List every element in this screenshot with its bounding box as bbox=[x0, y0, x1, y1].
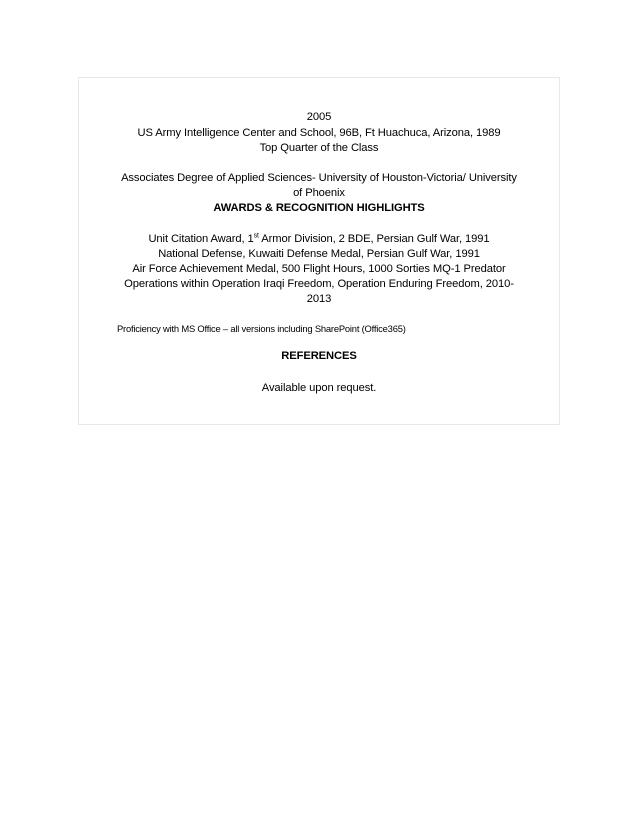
degree-line-1: Associates Degree of Applied Sciences- University of Houston-Victoria/ University bbox=[121, 172, 517, 184]
awards-heading: AWARDS & RECOGNITION HIGHLIGHTS bbox=[213, 202, 425, 214]
education-school: US Army Intelligence Center and School, 96B, Ft Huachuca, Arizona, 1989 bbox=[137, 127, 501, 139]
education-year: 2005 bbox=[306, 111, 332, 123]
proficiency-text: Proficiency with MS Office – all versions including SharePoint (Office365) bbox=[117, 323, 406, 334]
education-rank: Top Quarter of the Class bbox=[259, 142, 379, 154]
award-air-force-line-1: Air Force Achievement Medal, 500 Flight Hours, 1000 Sorties MQ-1 Predator bbox=[132, 263, 506, 275]
award-unit-citation-sup: st bbox=[253, 232, 259, 240]
degree-line-2: of Phoenix bbox=[293, 187, 345, 199]
award-unit-citation-post: Armor Division, 2 BDE, Persian Gulf War, 1991 bbox=[258, 233, 490, 245]
references-text: Available upon request. bbox=[261, 382, 377, 394]
award-national-defense: National Defense, Kuwaiti Defense Medal, Persian Gulf War, 1991 bbox=[158, 248, 480, 260]
award-air-force-line-3: 2013 bbox=[306, 293, 332, 305]
award-unit-citation-pre: Unit Citation Award, 1 bbox=[148, 233, 254, 245]
references-heading: REFERENCES bbox=[281, 350, 357, 362]
resume-section-box bbox=[78, 77, 560, 425]
award-air-force-line-2: Operations within Operation Iraqi Freedom, Operation Enduring Freedom, 2010- bbox=[124, 278, 514, 290]
award-unit-citation bbox=[79, 232, 559, 247]
